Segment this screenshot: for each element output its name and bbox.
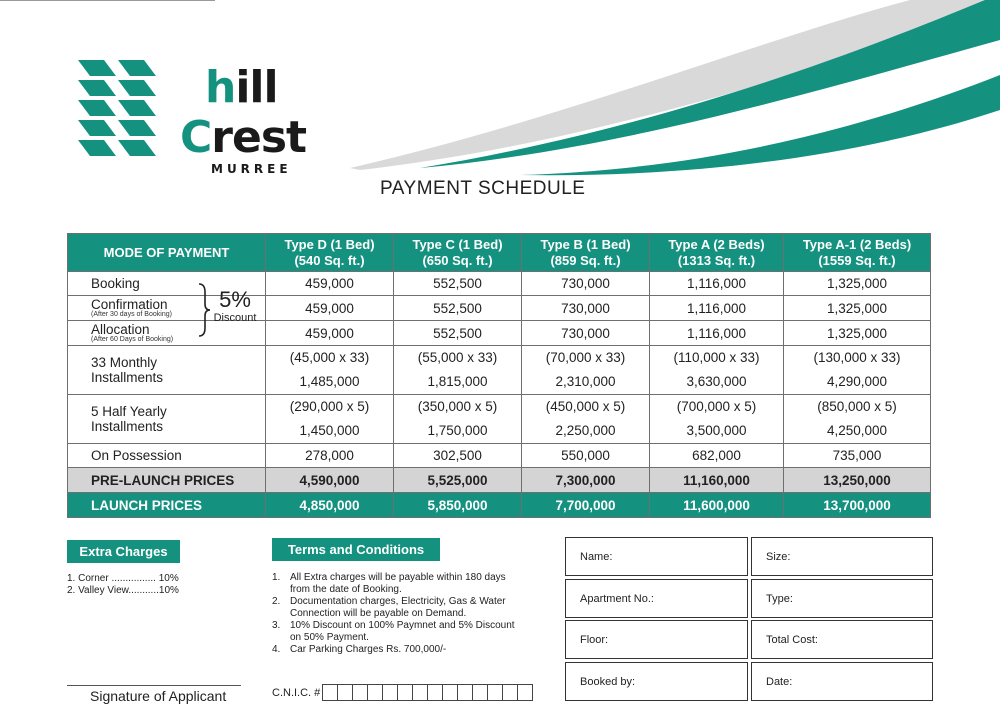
row-label-allocation: Allocation (After 60 Days of Booking) bbox=[68, 321, 266, 346]
table-cell: 4,590,000 bbox=[266, 468, 394, 493]
cnic-digit-box[interactable] bbox=[352, 684, 368, 701]
table-cell: (290,000 x 5) 1,450,000 bbox=[266, 395, 394, 444]
cnic-digit-box[interactable] bbox=[322, 684, 338, 701]
table-cell: 735,000 bbox=[784, 444, 931, 468]
table-cell: 5,850,000 bbox=[394, 493, 522, 518]
header-type-a: Type A (2 Beds) (1313 Sq. ft.) bbox=[650, 234, 784, 272]
list-item: 4. Car Parking Charges Rs. 700,000/- bbox=[272, 644, 447, 655]
list-item: 1. Corner ................ 10% bbox=[67, 573, 179, 584]
table-cell: 1,325,000 bbox=[784, 296, 931, 321]
header-type-a1: Type A-1 (2 Beds) (1559 Sq. ft.) bbox=[784, 234, 931, 272]
table-cell: (55,000 x 33) 1,815,000 bbox=[394, 346, 522, 395]
signature-label: Signature of Applicant bbox=[90, 688, 227, 704]
curly-brace-icon bbox=[197, 282, 211, 338]
logo-mark-icon bbox=[74, 58, 174, 158]
logo-word-murree: MURREE bbox=[211, 162, 292, 176]
cnic-digit-box[interactable] bbox=[397, 684, 413, 701]
table-cell: 1,325,000 bbox=[784, 321, 931, 346]
cnic-digit-box[interactable] bbox=[487, 684, 503, 701]
payment-schedule-table bbox=[67, 233, 931, 518]
table-cell: 730,000 bbox=[522, 296, 650, 321]
logo-word-hill: hill bbox=[205, 62, 278, 113]
list-item: 3. 10% Discount on 100% Paymnet and 5% Discount on 50% Payment. bbox=[272, 620, 515, 643]
table-cell: 302,500 bbox=[394, 444, 522, 468]
table-cell: (110,000 x 33) 3,630,000 bbox=[650, 346, 784, 395]
row-label-prelaunch: PRE-LAUNCH PRICES bbox=[68, 468, 266, 493]
table-cell: (450,000 x 5) 2,250,000 bbox=[522, 395, 650, 444]
table-cell: 459,000 bbox=[266, 321, 394, 346]
table-cell: 552,500 bbox=[394, 321, 522, 346]
name-field[interactable]: Name: bbox=[565, 537, 748, 576]
table-cell: 730,000 bbox=[522, 272, 650, 296]
cnic-digit-box[interactable] bbox=[382, 684, 398, 701]
list-item: 1. All Extra charges will be payable within 180 days from the date of Booking. bbox=[272, 572, 506, 595]
cnic-digit-box[interactable] bbox=[472, 684, 488, 701]
header-type-b: Type B (1 Bed) (859 Sq. ft.) bbox=[522, 234, 650, 272]
table-cell: 4,850,000 bbox=[266, 493, 394, 518]
apartment-no-field[interactable]: Apartment No.: bbox=[565, 579, 748, 618]
table-cell: 1,116,000 bbox=[650, 321, 784, 346]
table-cell: 552,500 bbox=[394, 296, 522, 321]
booked-by-field[interactable]: Booked by: bbox=[565, 662, 748, 701]
cnic-digit-box[interactable] bbox=[427, 684, 443, 701]
table-cell: 7,300,000 bbox=[522, 468, 650, 493]
table-row-prelaunch bbox=[68, 468, 931, 493]
terms-badge: Terms and Conditions bbox=[272, 538, 440, 561]
table-cell: 550,000 bbox=[522, 444, 650, 468]
table-cell: 459,000 bbox=[266, 296, 394, 321]
extra-charges-badge: Extra Charges bbox=[67, 540, 180, 563]
cnic-digit-box[interactable] bbox=[517, 684, 533, 701]
cnic-digit-box[interactable] bbox=[337, 684, 353, 701]
row-label-monthly: 33 Monthly Installments bbox=[68, 346, 266, 395]
terms-list bbox=[272, 572, 522, 656]
table-cell: 13,700,000 bbox=[784, 493, 931, 518]
table-row-possession bbox=[68, 444, 931, 468]
table-cell: (850,000 x 5) 4,250,000 bbox=[784, 395, 931, 444]
discount-percent: 5% bbox=[219, 287, 251, 312]
cnic-digit-box[interactable] bbox=[442, 684, 458, 701]
table-cell: 1,116,000 bbox=[650, 272, 784, 296]
cnic-digit-box[interactable] bbox=[502, 684, 518, 701]
table-cell: (350,000 x 5) 1,750,000 bbox=[394, 395, 522, 444]
header-type-c: Type C (1 Bed) (650 Sq. ft.) bbox=[394, 234, 522, 272]
cnic-input-boxes[interactable] bbox=[323, 684, 533, 701]
type-field[interactable]: Type: bbox=[751, 579, 933, 618]
table-header-row bbox=[68, 234, 931, 272]
table-cell: (70,000 x 33) 2,310,000 bbox=[522, 346, 650, 395]
total-cost-field[interactable]: Total Cost: bbox=[751, 620, 933, 659]
cnic-digit-box[interactable] bbox=[367, 684, 383, 701]
table-row-halfyearly bbox=[68, 395, 931, 444]
table-cell: 13,250,000 bbox=[784, 468, 931, 493]
size-field[interactable]: Size: bbox=[751, 537, 933, 576]
table-row-launch bbox=[68, 493, 931, 518]
row-label-possession: On Possession bbox=[68, 444, 266, 468]
table-cell: 1,116,000 bbox=[650, 296, 784, 321]
table-cell: 5,525,000 bbox=[394, 468, 522, 493]
cnic-digit-box[interactable] bbox=[457, 684, 473, 701]
row-label-confirmation: Confirmation (After 30 days of Booking) bbox=[68, 296, 266, 321]
floor-field[interactable]: Floor: bbox=[565, 620, 748, 659]
logo-word-crest: Crest bbox=[180, 112, 307, 163]
extra-charges-list bbox=[67, 573, 179, 597]
row-label-booking: Booking bbox=[68, 272, 266, 296]
table-cell: 11,160,000 bbox=[650, 468, 784, 493]
table-cell: 7,700,000 bbox=[522, 493, 650, 518]
table-cell: 552,500 bbox=[394, 272, 522, 296]
row-label-launch: LAUNCH PRICES bbox=[68, 493, 266, 518]
date-field[interactable]: Date: bbox=[751, 662, 933, 701]
table-cell: 11,600,000 bbox=[650, 493, 784, 518]
header-mode: MODE OF PAYMENT bbox=[68, 234, 266, 272]
signature-line bbox=[67, 685, 241, 686]
table-cell: 1,325,000 bbox=[784, 272, 931, 296]
table-cell: 682,000 bbox=[650, 444, 784, 468]
table-cell: (700,000 x 5) 3,500,000 bbox=[650, 395, 784, 444]
table-cell: 730,000 bbox=[522, 321, 650, 346]
table-row-monthly bbox=[68, 346, 931, 395]
table-cell: (45,000 x 33) 1,485,000 bbox=[266, 346, 394, 395]
row-label-halfyearly: 5 Half Yearly Installments bbox=[68, 395, 266, 444]
table-cell: 459,000 bbox=[266, 272, 394, 296]
cnic-digit-box[interactable] bbox=[412, 684, 428, 701]
page-title: PAYMENT SCHEDULE bbox=[380, 178, 586, 199]
discount-label: Discount bbox=[213, 312, 257, 324]
table-cell: 278,000 bbox=[266, 444, 394, 468]
header-type-d: Type D (1 Bed) (540 Sq. ft.) bbox=[266, 234, 394, 272]
list-item: 2. Documentation charges, Electricity, Gas & Water Connection will be payable on Demand. bbox=[272, 596, 506, 619]
list-item: 2. Valley View...........10% bbox=[67, 585, 179, 596]
table-cell: (130,000 x 33) 4,290,000 bbox=[784, 346, 931, 395]
cnic-label: C.N.I.C. # bbox=[272, 687, 321, 699]
swoosh-grey-band bbox=[350, 0, 1000, 170]
